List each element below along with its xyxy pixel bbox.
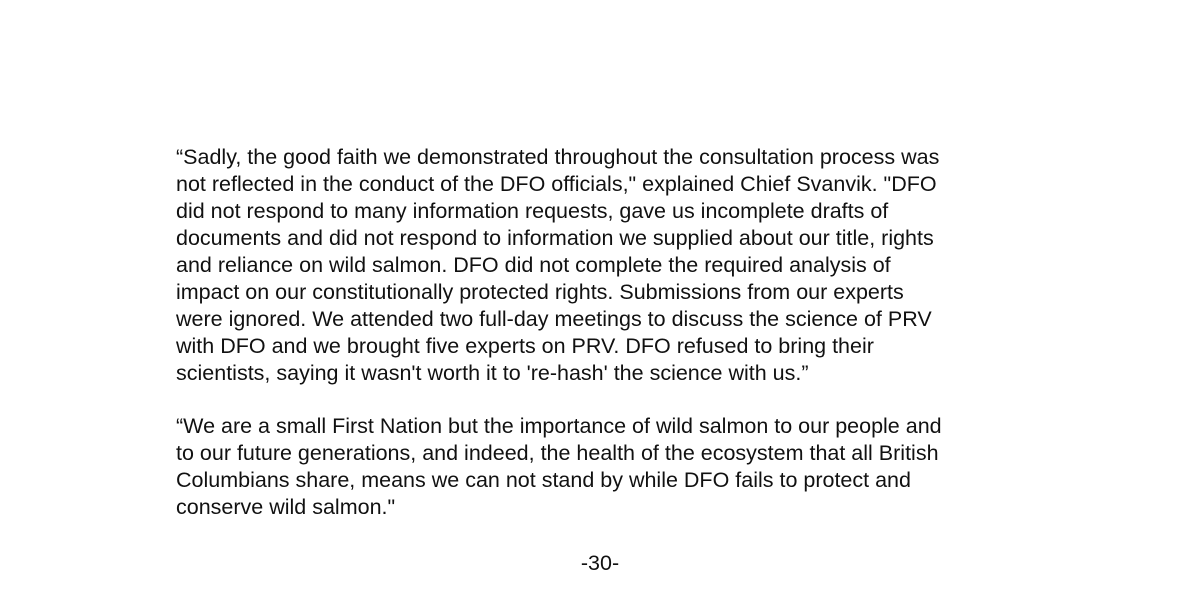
paragraph-2-line-2: to our future generations, and indeed, the health of the ecosystem that all British: [176, 441, 939, 465]
end-marker: -30-: [580, 551, 620, 575]
paragraph-1-line-3: did not respond to many information requests, gave us incomplete drafts of: [176, 199, 889, 223]
paragraph-1-line-4: documents and did not respond to information we supplied about our title, rights: [176, 226, 934, 250]
paragraph-2-line-3: Columbians share, means we can not stand by while DFO fails to protect and: [176, 468, 911, 492]
paragraph-2-line-4: conserve wild salmon.": [176, 495, 396, 519]
paragraph-1-line-7: were ignored. We attended two full-day meetings to discuss the science of PRV: [176, 307, 932, 331]
paragraph-1-line-8: with DFO and we brought five experts on PRV. DFO refused to bring their: [176, 334, 874, 358]
paragraph-2-line-1: “We are a small First Nation but the importance of wild salmon to our people and: [176, 414, 942, 438]
paragraph-1-line-9: scientists, saying it wasn't worth it to 're-hash' the science with us.”: [176, 361, 809, 385]
paragraph-1-line-5: and reliance on wild salmon. DFO did not complete the required analysis of: [176, 253, 891, 277]
paragraph-1-line-2: not reflected in the conduct of the DFO officials," explained Chief Svanvik. "DFO: [176, 172, 937, 196]
paragraph-1-line-1: “Sadly, the good faith we demonstrated throughout the consultation process was: [176, 145, 940, 169]
paragraph-1-line-6: impact on our constitutionally protected rights. Submissions from our experts: [176, 280, 904, 304]
